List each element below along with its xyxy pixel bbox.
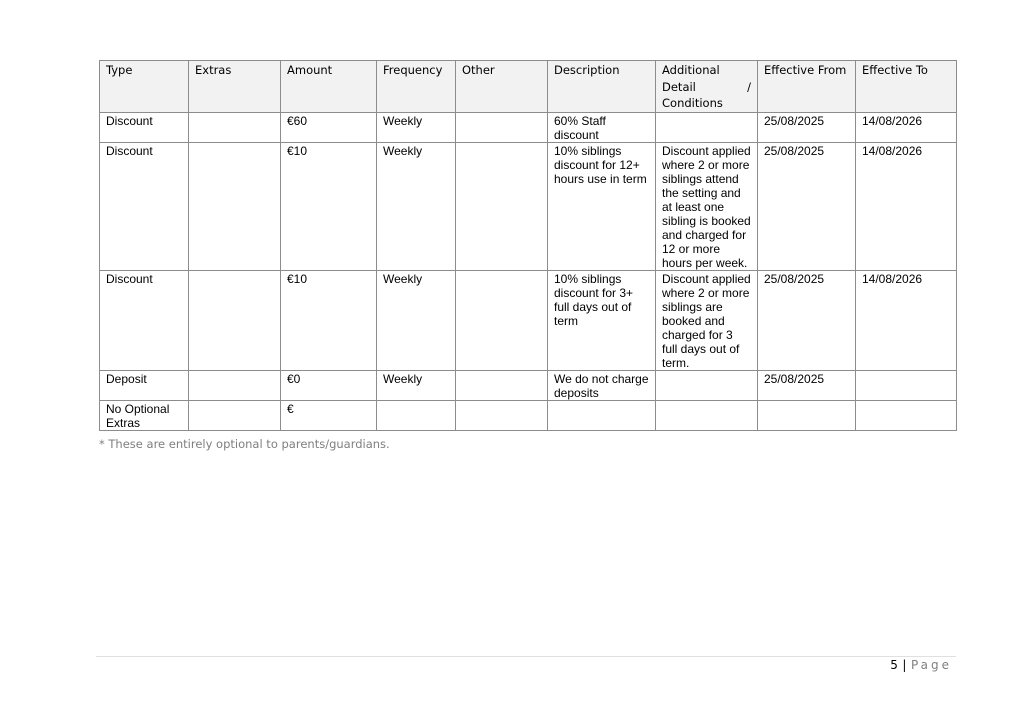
cell-effective-from: 25/08/2025 (758, 370, 856, 400)
page-label: Page (910, 658, 952, 672)
cell-description: We do not charge deposits (548, 370, 656, 400)
cell-frequency: Weekly (377, 142, 456, 270)
cell-extras (189, 400, 281, 430)
header-extras: Extras (189, 61, 281, 113)
header-additional-line3: Conditions (662, 96, 723, 110)
cell-type: No Optional Extras (100, 400, 189, 430)
header-additional-detail (656, 61, 758, 113)
header-additional-slash: / (747, 79, 751, 94)
cell-effective-to (856, 400, 957, 430)
page-footer (890, 658, 952, 672)
cell-effective-from: 25/08/2025 (758, 270, 856, 370)
table-row (100, 370, 957, 400)
page-separator: | (902, 658, 907, 672)
header-other: Other (456, 61, 548, 113)
fees-table (99, 60, 957, 431)
cell-effective-from (758, 400, 856, 430)
cell-other (456, 142, 548, 270)
cell-amount: €10 (281, 142, 377, 270)
cell-additional: Discount applied where 2 or more siblings attend the setting and at least one sibling is booked and charged for 12 or more hours per week. (656, 142, 758, 270)
cell-extras (189, 370, 281, 400)
table-row (100, 142, 957, 270)
cell-effective-to: 14/08/2026 (856, 270, 957, 370)
cell-other (456, 400, 548, 430)
cell-other (456, 112, 548, 142)
cell-amount: €0 (281, 370, 377, 400)
table-header-row (100, 61, 957, 113)
page-number: 5 (890, 658, 899, 672)
cell-effective-from: 25/08/2025 (758, 142, 856, 270)
cell-type: Deposit (100, 370, 189, 400)
cell-frequency: Weekly (377, 112, 456, 142)
table-row (100, 270, 957, 370)
cell-frequency (377, 400, 456, 430)
table-row (100, 400, 957, 430)
header-effective-to: Effective To (856, 61, 957, 113)
cell-amount: €60 (281, 112, 377, 142)
cell-additional: Discount applied where 2 or more siblings are booked and charged for 3 full days out of term. (656, 270, 758, 370)
cell-type: Discount (100, 112, 189, 142)
cell-frequency: Weekly (377, 370, 456, 400)
cell-type: Discount (100, 142, 189, 270)
cell-extras (189, 270, 281, 370)
header-type: Type (100, 61, 189, 113)
cell-amount: €10 (281, 270, 377, 370)
cell-description: 10% siblings discount for 12+ hours use in term (548, 142, 656, 270)
cell-description: 10% siblings discount for 3+ full days out of term (548, 270, 656, 370)
cell-additional (656, 400, 758, 430)
header-effective-from: Effective From (758, 61, 856, 113)
cell-description: 60% Staff discount (548, 112, 656, 142)
cell-description (548, 400, 656, 430)
cell-extras (189, 112, 281, 142)
cell-effective-from: 25/08/2025 (758, 112, 856, 142)
cell-frequency: Weekly (377, 270, 456, 370)
table-row (100, 112, 957, 142)
cell-type: Discount (100, 270, 189, 370)
cell-effective-to: 14/08/2026 (856, 112, 957, 142)
header-additional-line1: Additional (662, 63, 720, 77)
cell-other (456, 370, 548, 400)
header-amount: Amount (281, 61, 377, 113)
cell-extras (189, 142, 281, 270)
cell-effective-to: 14/08/2026 (856, 142, 957, 270)
header-additional-line2: Detail (662, 79, 696, 94)
cell-additional (656, 370, 758, 400)
footer-divider (96, 656, 956, 657)
footnote: * These are entirely optional to parents/guardians. (99, 437, 390, 451)
cell-additional (656, 112, 758, 142)
cell-amount: € (281, 400, 377, 430)
cell-effective-to (856, 370, 957, 400)
cell-other (456, 270, 548, 370)
header-frequency: Frequency (377, 61, 456, 113)
header-description: Description (548, 61, 656, 113)
